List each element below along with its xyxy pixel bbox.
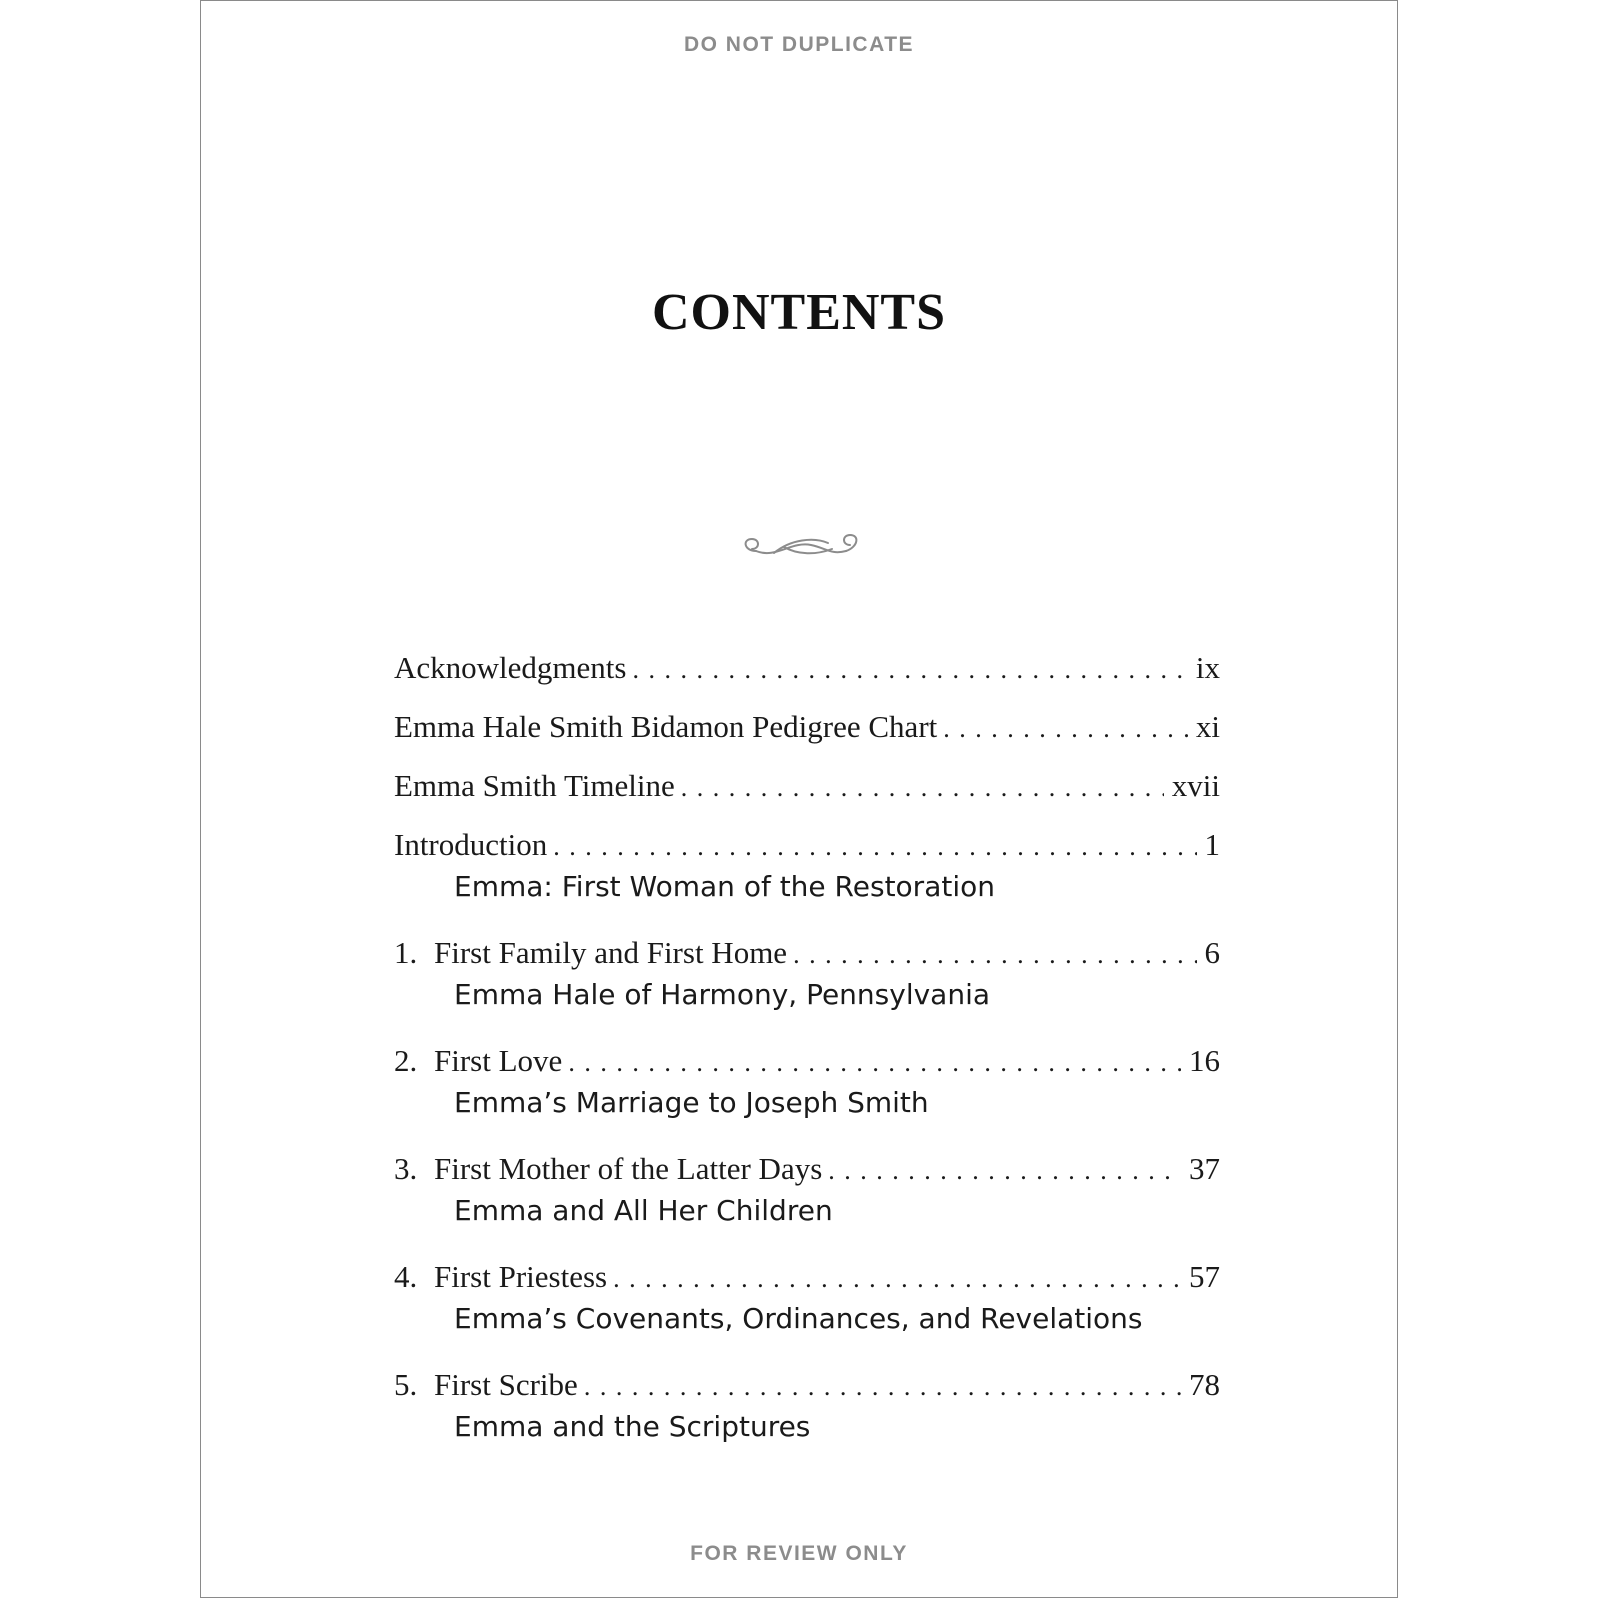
toc-subtitle: Emma’s Covenants, Ordinances, and Revelations xyxy=(454,1302,1143,1335)
toc-entry-title: First Mother of the Latter Days xyxy=(434,1151,823,1186)
toc-entry-timeline[interactable] xyxy=(394,764,1220,808)
watermark-bottom: FOR REVIEW ONLY xyxy=(690,1542,908,1565)
toc-entry-pedigree-chart[interactable] xyxy=(394,705,1220,749)
toc-subtitle: Emma and the Scriptures xyxy=(454,1410,811,1443)
dot-leader xyxy=(632,648,1187,692)
page-title: CONTENTS xyxy=(651,284,947,341)
dot-leader xyxy=(613,1257,1181,1301)
dot-leader xyxy=(584,1365,1181,1409)
table-of-contents xyxy=(394,646,1220,1447)
toc-entry-title: Emma Hale Smith Bidamon Pedigree Chart xyxy=(394,709,938,744)
toc-entry-title: Introduction xyxy=(394,827,548,862)
chapter-number: 2. xyxy=(394,1043,418,1078)
toc-page-number: ix xyxy=(1195,650,1220,685)
watermark-top: DO NOT DUPLICATE xyxy=(683,33,915,56)
toc-entry-introduction[interactable] xyxy=(394,823,1220,867)
toc-page-number: 16 xyxy=(1189,1043,1220,1078)
chapter-number: 4. xyxy=(394,1259,418,1294)
toc-entry-chapter-5[interactable] xyxy=(394,1363,1220,1407)
toc-entry-title: Acknowledgments xyxy=(394,650,627,685)
toc-entry-title: First Priestess xyxy=(434,1259,608,1294)
toc-entry-title: First Love xyxy=(434,1043,563,1078)
dot-leader xyxy=(681,766,1164,810)
toc-page-number: xvii xyxy=(1171,768,1220,803)
chapter-number: 1. xyxy=(394,935,418,970)
toc-entry-chapter-1[interactable] xyxy=(394,931,1220,975)
dot-leader xyxy=(793,933,1196,977)
toc-entry-acknowledgments[interactable] xyxy=(394,646,1220,690)
toc-subtitle: Emma Hale of Harmony, Pennsylvania xyxy=(454,978,991,1011)
dot-leader xyxy=(553,825,1196,869)
toc-entry-chapter-4[interactable] xyxy=(394,1255,1220,1299)
toc-page-number: xi xyxy=(1195,709,1220,744)
toc-entry-chapter-3[interactable] xyxy=(394,1147,1220,1191)
book-page xyxy=(200,0,1398,1598)
toc-entry-chapter-2[interactable] xyxy=(394,1039,1220,1083)
dot-leader xyxy=(568,1041,1181,1085)
toc-entry-title: Emma Smith Timeline xyxy=(394,768,675,803)
toc-entry-title: First Scribe xyxy=(434,1367,578,1402)
toc-page-number: 57 xyxy=(1189,1259,1220,1294)
toc-entry-title: First Family and First Home xyxy=(434,935,788,970)
toc-page-number: 6 xyxy=(1204,935,1220,970)
toc-page-number: 78 xyxy=(1189,1367,1220,1402)
toc-subtitle: Emma: First Woman of the Restoration xyxy=(454,870,995,903)
toc-subtitle: Emma and All Her Children xyxy=(454,1194,833,1227)
dot-leader xyxy=(943,707,1188,751)
flourish-ornament-icon xyxy=(736,529,866,569)
dot-leader xyxy=(828,1149,1181,1193)
toc-page-number: 37 xyxy=(1189,1151,1220,1186)
toc-subtitle: Emma’s Marriage to Joseph Smith xyxy=(454,1086,929,1119)
toc-page-number: 1 xyxy=(1204,827,1220,862)
chapter-number: 3. xyxy=(394,1151,418,1186)
chapter-number: 5. xyxy=(394,1367,418,1402)
